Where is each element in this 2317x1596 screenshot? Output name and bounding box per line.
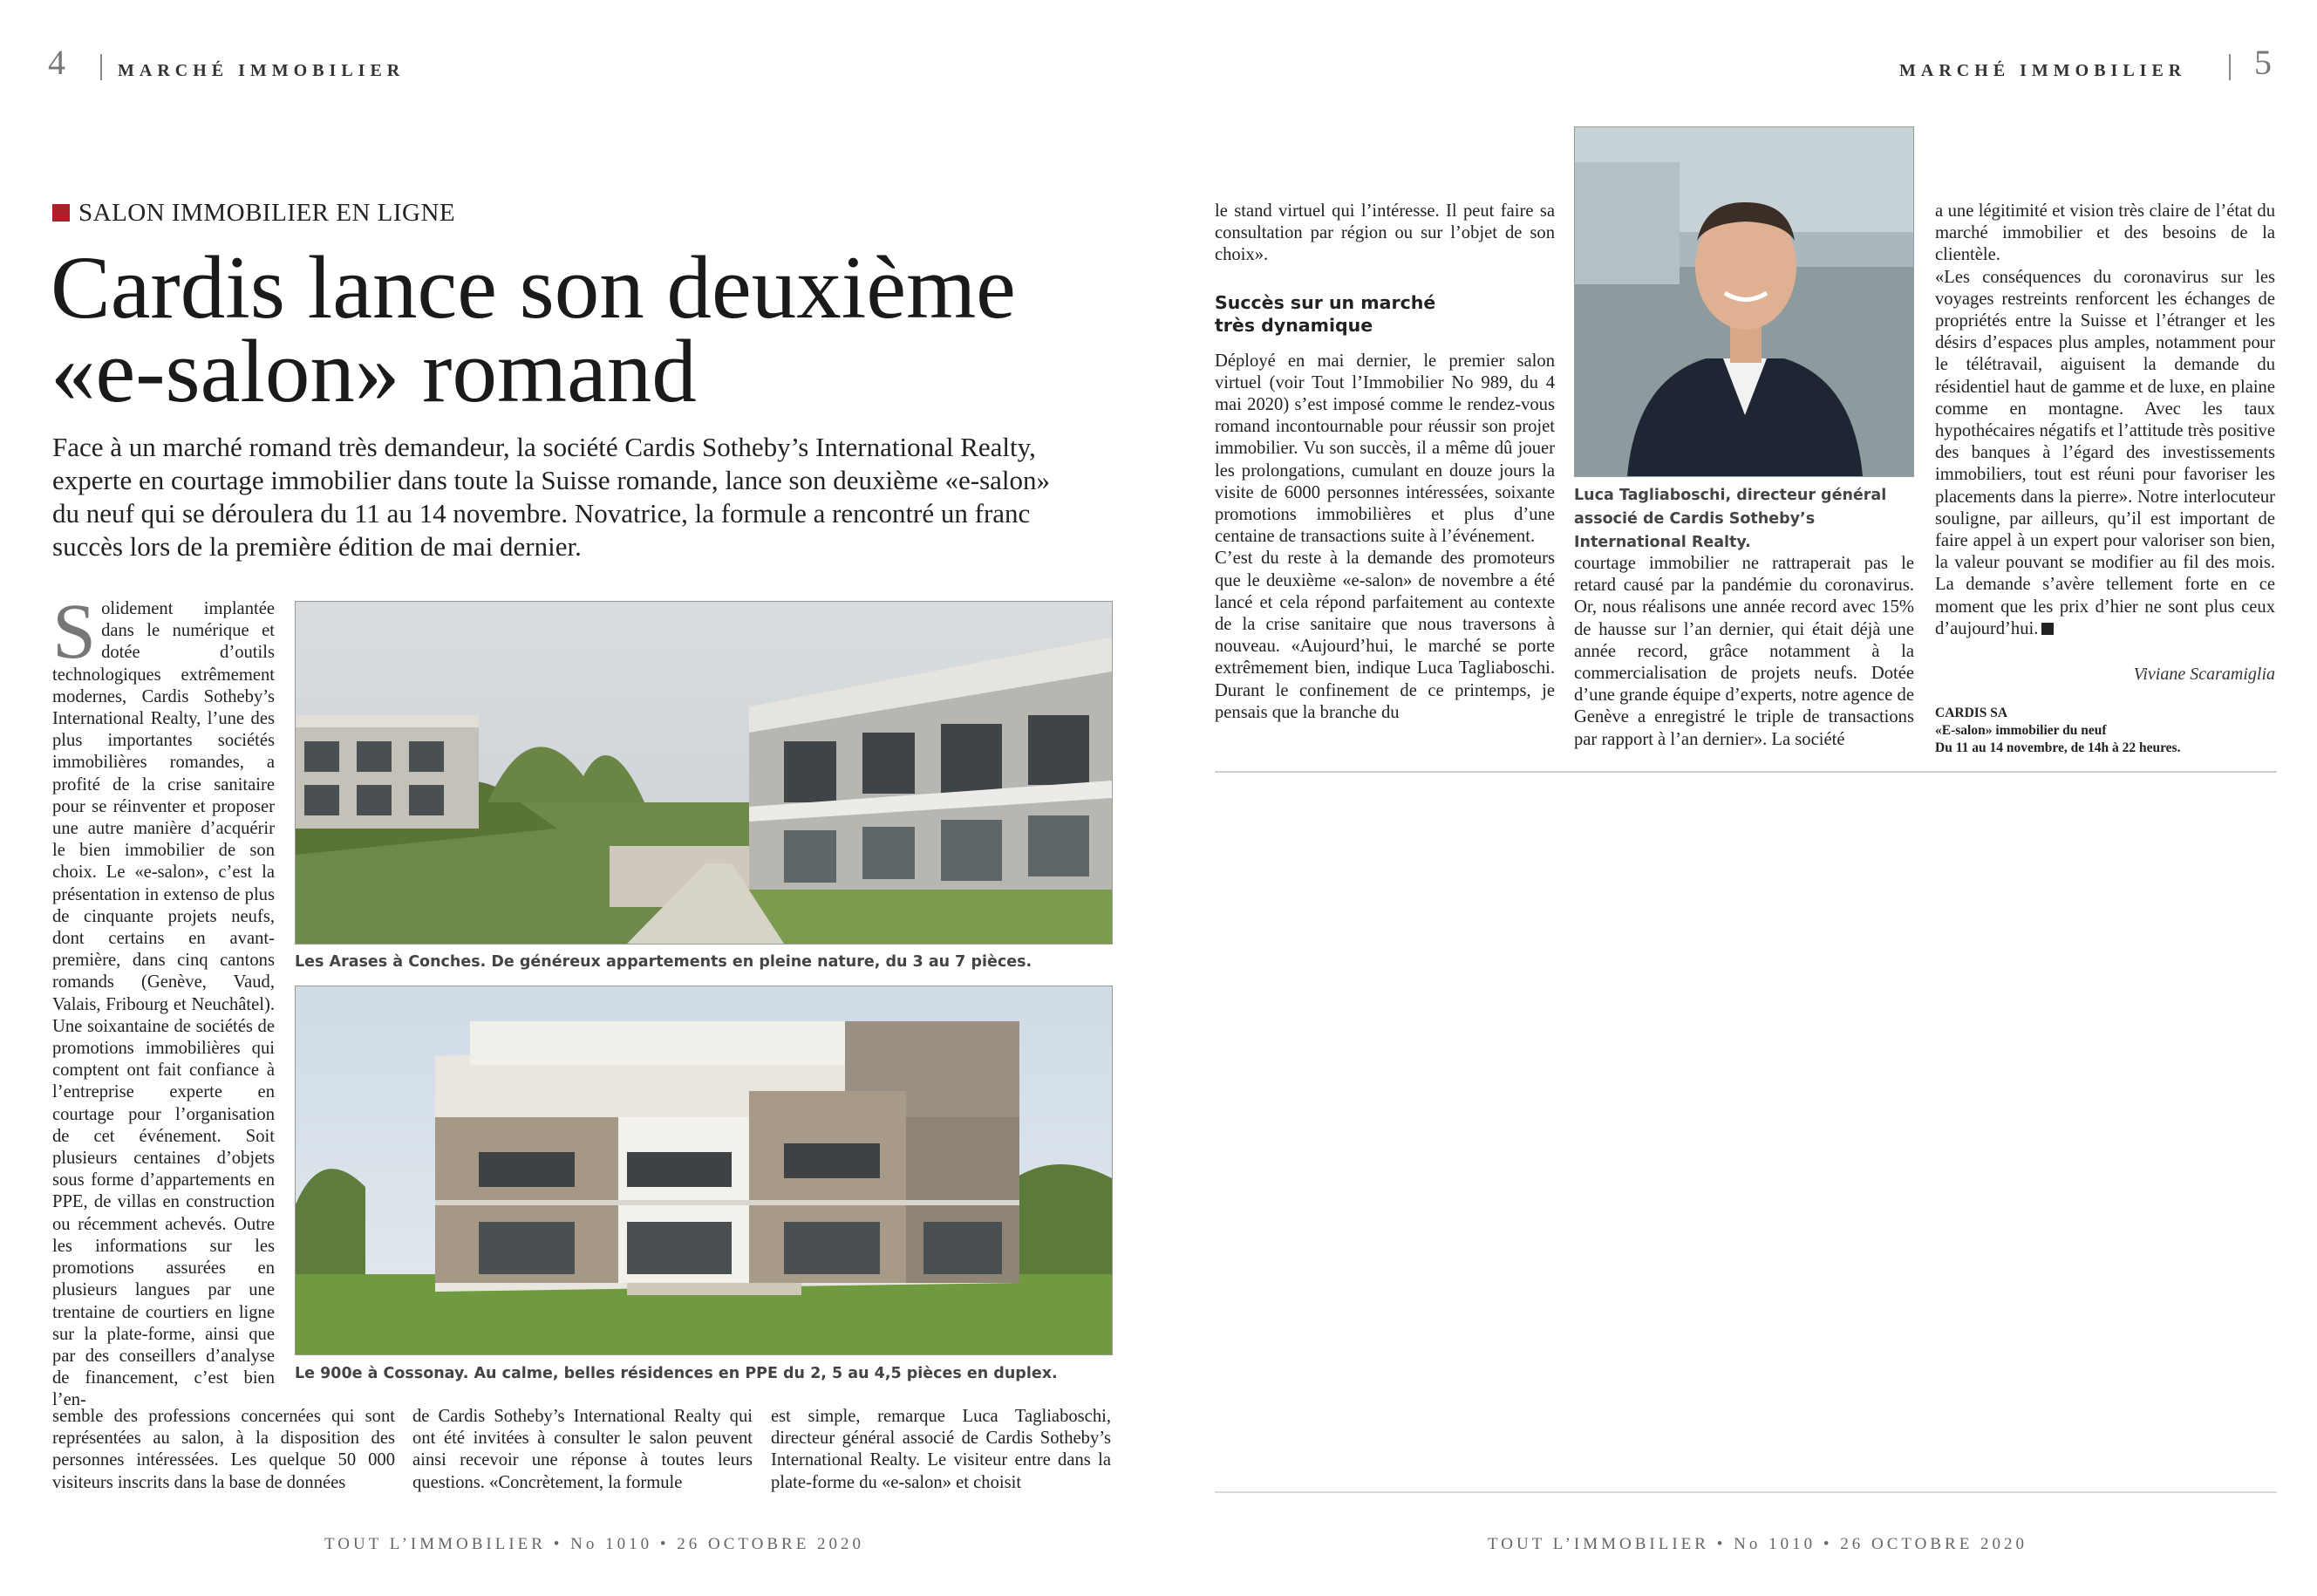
body-column-3-bottom: est simple, remarque Luca Tagliaboschi, directeur général associé de Cardis Sotheby’s International Realty. Le visiteur entre dans la plate-forme du «e-salon» et choisit	[771, 1407, 1111, 1492]
portrait-illustration	[1575, 127, 1913, 476]
building-illustration-2	[296, 986, 1112, 1354]
body-column-1-bottom: semble des professions concernées qui sont représentées au salon, à la disposition des personnes intéressées. Les quelque 50 000 visiteurs inscrits dans la base de données	[52, 1407, 395, 1492]
right-col3-text: «Les conséquences du coronavirus sur les voyages restreints renforcent les échanges de propriétés entre la Suisse et l’étranger et les désirs d’espaces plus amples, notamment pour le télétravail, aiguisent la demande du résidentiel haut de gamme et de luxe, en plaine comme en montagne. Avec les taux hypothécaires négatifs et l’attitude très positive des banques à l’égard des investissements immobiliers, tout est réuni pour favoriser les placements dans la pierre». Notre interlocuteur souligne, par ailleurs, qu’il est important de faire appel à un expert pour valoriser son bien, la valeur pouvant se modifier au fil des mois. La demande s’avère tellement forte en ce moment que les prix d’hier ne sont plus ceux d’aujourd’hui.	[1935, 267, 2275, 638]
kicker-square-icon	[52, 204, 70, 222]
right-col1-paragraph: Déployé en mai dernier, le premier salon virtuel (voir Tout l’Immobilier No 989, du 4 mai 2020) s’est imposé comme le rendez-vous romand incontournable pour réussir son projet immobilier. Vu son succès, il a même dû jouer les prolongations, cumulant en douze jours la visite de 6000 personnes intéressées, soixante promotions immobilières et plus d’une centaine de transactions suite à l’événement.	[1215, 351, 1555, 547]
article-end-rule	[1215, 771, 2277, 773]
headline-line-2: «e-salon» romand	[51, 322, 697, 421]
info-company: CARDIS SA	[1935, 706, 2008, 720]
right-footer: TOUT L’IMMOBILIER • No 1010 • 26 OCTOBRE 2020	[1488, 1535, 2028, 1553]
info-dates: Du 11 au 14 novembre, de 14h à 22 heures.	[1935, 740, 2181, 755]
left-page-number: 4	[48, 43, 65, 82]
right-column-2: courtage immobilier ne rattraperait pas le retard causé par la pandémie du coronavirus. Or, nous réalisons une année record avec 15% de hausse sur l’an dernier, qui était déjà une année record, grâce notamment à la commercialisation de projets neufs. Dotée d’une grande équipe d’experts, notre agence de Genève a enregistré le triple de transactions par rapport à l’an dernier». La société	[1574, 554, 1914, 749]
section-subhead	[1215, 291, 1555, 337]
right-column-1	[1215, 201, 1555, 724]
article-headline	[51, 238, 1132, 421]
right-column-3	[1935, 201, 2275, 640]
subhead-line-2: très dynamique	[1215, 314, 1373, 336]
end-mark-icon	[2041, 623, 2054, 635]
right-col3-paragraph: a une légitimité et vision très claire de l’état du marché immobilier et des besoins de la clientèle.	[1935, 201, 2275, 265]
article-kicker	[52, 199, 455, 228]
left-section-title: MARCHÉ IMMOBILIER	[118, 61, 405, 80]
headline-line-1: Cardis lance son deuxième	[51, 238, 1016, 338]
info-box	[1935, 705, 2275, 757]
body-column-1	[52, 589, 275, 1412]
header-divider	[100, 54, 102, 80]
portrait-caption: Luca Tagliaboschi, directeur général associé de Cardis Sotheby’s International Realty.	[1574, 487, 1887, 551]
author-signature: Viviane Scaramiglia	[2133, 665, 2275, 684]
portrait-photo	[1574, 126, 1914, 477]
article-lead: Face à un marché romand très demandeur, la société Cardis Sotheby’s International Realty, experte en courtage immobilier dans toute la Suisse romande, lance son deuxième «e-salon» du neuf qui se déroulera du 11 au 14 novembre. Novatrice, la formule a rencontré un franc succès lors de la première édition de mai dernier.	[52, 432, 1051, 562]
building-illustration-1	[296, 602, 1112, 944]
photo-caption-2: Le 900e à Cossonay. Au calme, belles résidences en PPE du 2, 5 au 4,5 pièces en duplex.	[295, 1365, 1058, 1382]
right-col1-intro: le stand virtuel qui l’intéresse. Il peut faire sa consultation par région ou sur l’objet de son choix».	[1215, 201, 1555, 265]
photo-les-arases	[295, 601, 1113, 945]
header-divider	[2229, 54, 2231, 80]
footer-rule	[1215, 1491, 2277, 1493]
right-page-number: 5	[2254, 43, 2272, 82]
right-section-title: MARCHÉ IMMOBILIER	[1899, 61, 2187, 80]
photo-caption-1: Les Arases à Conches. De généreux appartements en pleine nature, du 3 au 7 pièces.	[295, 953, 1032, 971]
kicker-text: SALON IMMOBILIER EN LIGNE	[78, 199, 456, 227]
photo-le-900e	[295, 986, 1113, 1355]
drop-cap: S	[52, 589, 97, 675]
subhead-line-1: Succès sur un marché	[1215, 291, 1436, 313]
right-col3-paragraph	[1935, 267, 2275, 640]
right-col1-paragraph: C’est du reste à la demande des promoteurs que le deuxième «e-salon» de novembre a été lancé et cela répond parfaitement au contexte de la crise sanitaire que nous traversons à nouveau. «Aujourd’hui, le marché se porte extrêmement bien, indique Luca Tagliaboschi. Durant le confinement de ce printemps, je pensais que la branche du	[1215, 549, 1555, 722]
body-column-2-bottom: de Cardis Sotheby’s International Realty qui ont été invitées à consulter le salon peuvent ainsi recevoir une réponse à toutes leurs questions. «Concrètement, la formule	[412, 1407, 753, 1492]
info-event: «E-salon» immobilier du neuf	[1935, 723, 2107, 738]
body-text: olidement implantée dans le numérique et dotée d’outils technologiques extrêmement modernes, Cardis Sotheby’s International Realty, l’une des plus importantes sociétés immobilières romandes, a profité de la crise sanitaire pour se réinventer et proposer une autre manière d’acquérir le bien immobilier de son choix. Le «e-salon», c’est la présentation in extenso de plus de cinquante projets neufs, dont certains en avant-première, dans cinq cantons romands (Genève, Vaud, Valais, Fribourg et Neuchâtel). Une soixantaine de sociétés de promotions immobilières qui comptent ont fait confiance à l’entreprise experte en courtage pour l’organisation de cet événement. Soit plusieurs centaines d’objets sous forme d’appartements en PPE, de villas en construction ou récemment achevés. Outre les informations sur les promotions assurées en plusieurs langues par une trentaine de courtiers en ligne sur la plate-forme, ainsi que par des conseillers d’analyse de financement, c’est bien l’en-	[52, 599, 275, 1410]
left-footer: TOUT L’IMMOBILIER • No 1010 • 26 OCTOBRE 2020	[324, 1535, 865, 1553]
